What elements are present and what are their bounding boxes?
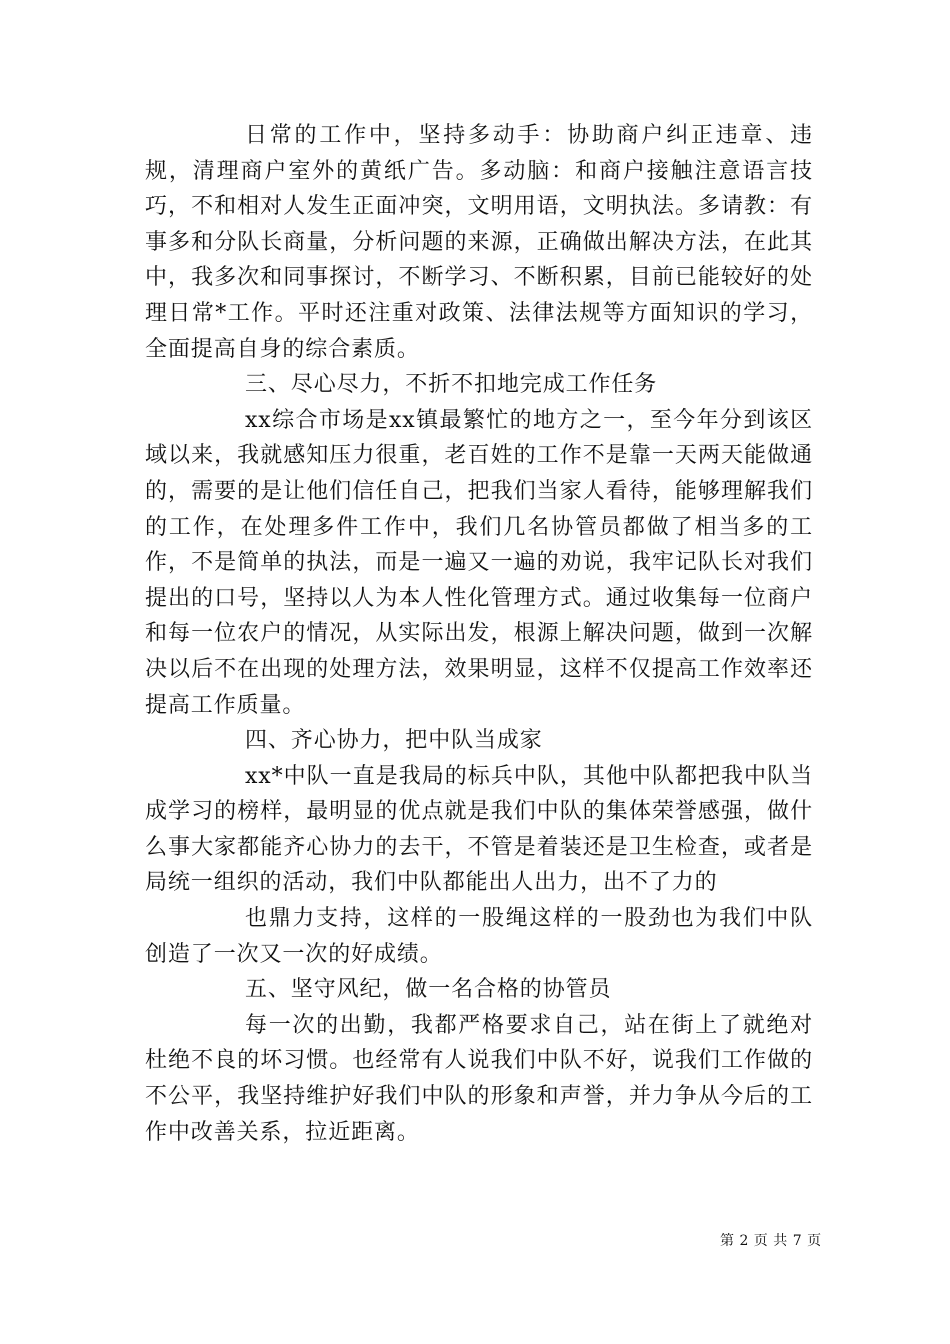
paragraph-daily-work: 日常的工作中，坚持多动手：协助商户纠正违章、违规，清理商户室外的黄纸广告。多动脑：和商户接触注意语言技巧，不和相对人发生正面冲突，文明用语，文明执法。多请教：有事多和分队长商量，分析问题的来源，正确做出解决方法，在此其中，我多次和同事探讨，不断学习、不断积累，目前已能较好的处理日常*工作。平时还注重对政策、法律法规等方面知识的学习，全面提高自身的综合素质。 (145, 123, 813, 362)
paragraph-team-unity: xx*中队一直是我局的标兵中队，其他中队都把我中队当成学习的榜样，最明显的优点就是我们中队的集体荣誉感强，做什么事大家都能齐心协力的去干，不管是着装还是卫生检查，或者是局统一组织的活动，我们中队都能出人出力，出不了力的 (145, 763, 813, 896)
section-heading-4: 四、齐心协力，把中队当成家 (245, 728, 543, 754)
section-heading-3: 三、尽心尽力，不折不扣地完成工作任务 (245, 372, 658, 398)
paragraph-discipline: 每一次的出勤，我都严格要求自己，站在街上了就绝对杜绝不良的坏习惯。也经常有人说我们中队不好，说我们工作做的不公平，我坚持维护好我们中队的形象和声誉，并力争从今后的工作中改善关系，拉近距离。 (145, 1012, 813, 1145)
section-heading-5: 五、坚守风纪，做一名合格的协管员 (245, 977, 612, 1003)
paragraph-team-support: 也鼎力支持，这样的一股绳这样的一股劲也为我们中队创造了一次又一次的好成绩。 (145, 906, 813, 967)
page-number: 第 2 页 共 7 页 (720, 1233, 822, 1249)
document-body (145, 118, 813, 1150)
paragraph-market-duty: xx综合市场是xx镇最繁忙的地方之一，至今年分到该区域以来，我就感知压力很重，老百姓的工作不是靠一天两天能做通的，需要的是让他们信任自己，把我们当家人看待，能够理解我们的工作，在处理多件工作中，我们几名协管员都做了相当多的工作，不是简单的执法，而是一遍又一遍的劝说，我牢记队长对我们提出的口号，坚持以人为本人性化管理方式。通过收集每一位商户和每一位农户的情况，从实际出发，根源上解决问题，做到一次解决以后不在出现的处理方法，效果明显，这样不仅提高工作效率还提高工作质量。 (145, 407, 813, 718)
